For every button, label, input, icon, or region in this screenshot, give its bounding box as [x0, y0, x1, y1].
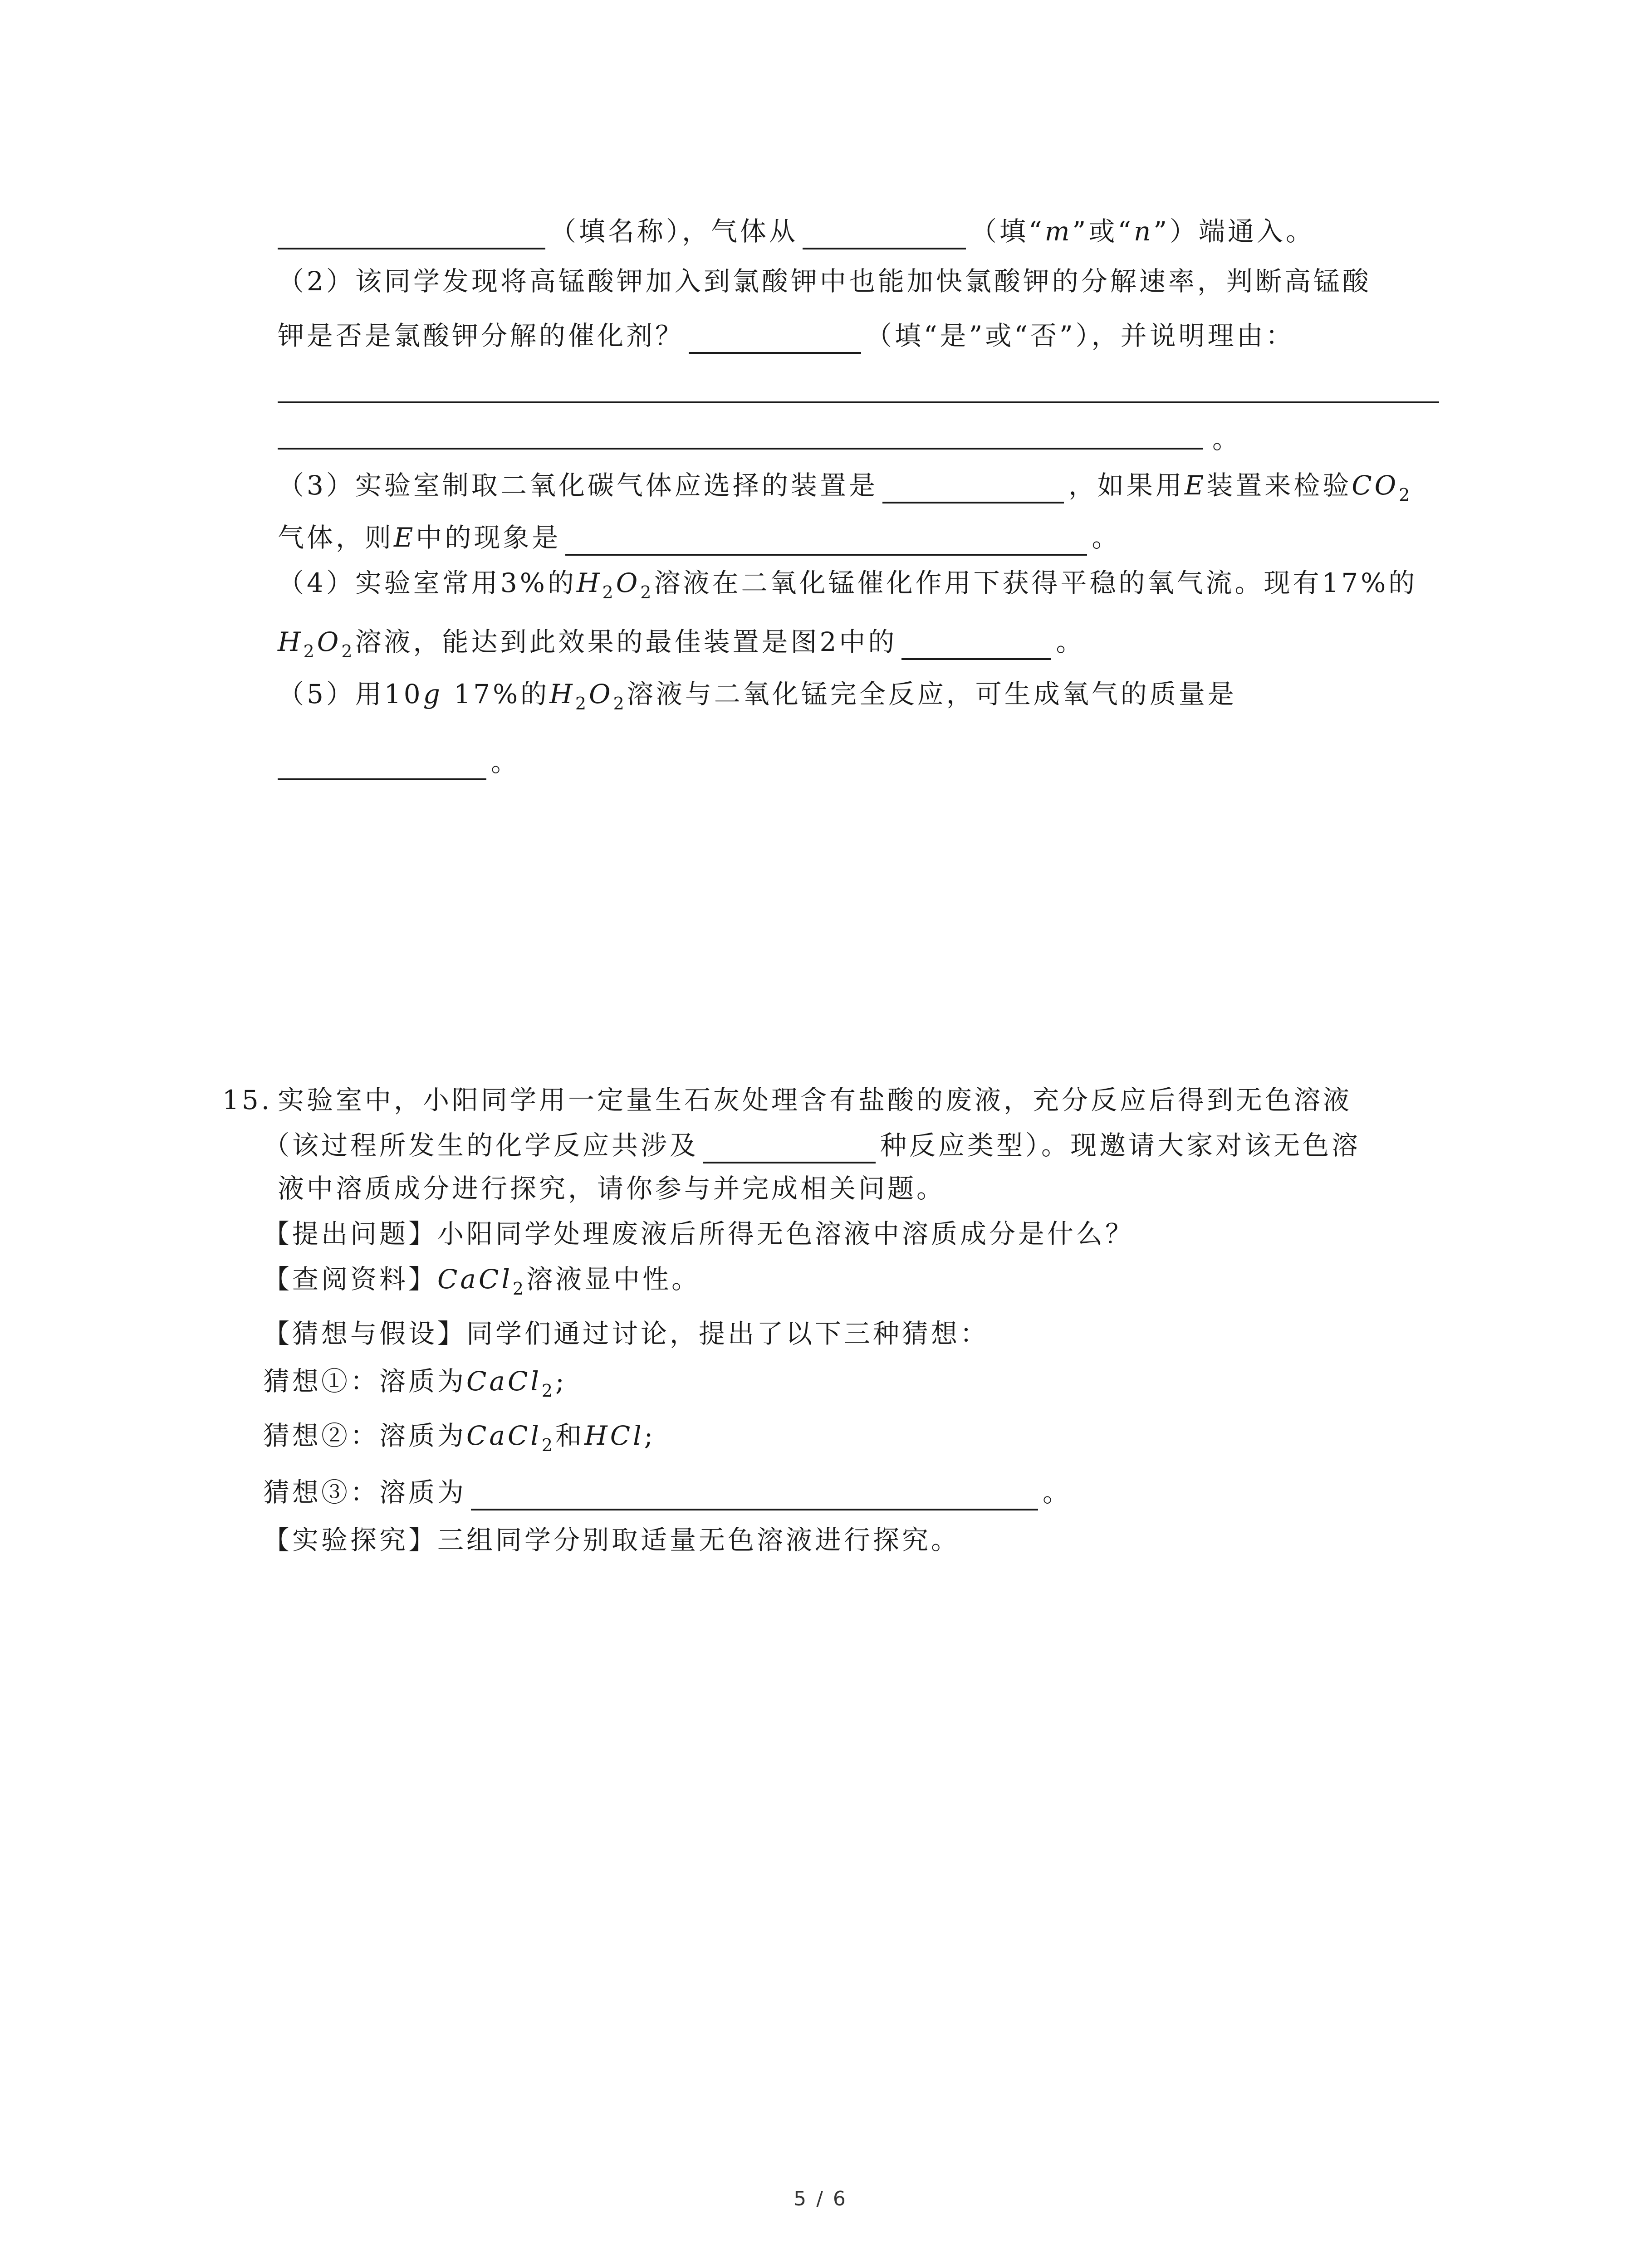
answer-blank[interactable]: [901, 631, 1051, 660]
answer-line[interactable]: [278, 401, 1439, 403]
q15-guess-1: 猜想①：溶质为CaCl$_2$;: [263, 1366, 567, 1401]
q14-part3-line-1: （3）实验室制取二氧化碳气体应选择的装置是 ，如果用E装置来检验$CO_2$: [278, 470, 1413, 505]
answer-blank[interactable]: [803, 220, 966, 249]
q14-part3-line-2: 气体，则E中的现象是 。: [278, 519, 1121, 556]
q14-part2-line-1: （2）该同学发现将高锰酸钾加入到氯酸钾中也能加快氯酸钾的分解速率，判断高锰酸: [278, 266, 1372, 297]
q15-number: 15.: [222, 1085, 273, 1115]
q14-part4-line-2: $H_2O_2$溶液，能达到此效果的最佳装置是图2中的 。: [278, 626, 1085, 661]
q15-line-2: （该过程所发生的化学反应共涉及 种反应类型）。现邀请大家对该无色溶: [263, 1127, 1361, 1163]
q14-line-1: （填名称），气体从 （填“m”或“n”）端通入。: [278, 213, 1315, 249]
q15-experiment: 【实验探究】三组同学分别取适量无色溶液进行探究。: [263, 1525, 960, 1555]
q14-part2-line-2: 钾是否是氯酸钾分解的催化剂？ （填“是”或“否”），并说明理由：: [278, 318, 1295, 354]
answer-blank[interactable]: [689, 325, 861, 354]
answer-blank[interactable]: [703, 1134, 876, 1163]
page-number: 5 / 6: [794, 2187, 847, 2210]
answer-blank[interactable]: [278, 751, 486, 780]
q14-part5-line-1: （5）用10g 17%的$H_2O_2$溶液与二氧化锰完全反应，可生成氧气的质量是: [278, 679, 1237, 714]
answer-blank[interactable]: [278, 220, 545, 249]
q15-reference: 【查阅资料】CaCl$_2$溶液显中性。: [263, 1264, 701, 1299]
q15-ask-question: 【提出问题】小阳同学处理废液后所得无色溶液中溶质成分是什么？: [263, 1218, 1135, 1249]
q14-part4-line-1: （4）实验室常用3%的$H_2O_2$溶液在二氧化锰催化作用下获得平稳的氧气流。现有17%的: [278, 567, 1418, 602]
answer-line[interactable]: [278, 448, 1203, 450]
answer-blank[interactable]: [471, 1481, 1038, 1510]
q15-guess-3: 猜想③：溶质为 。: [263, 1474, 1072, 1510]
q14-part2-end: 。: [1212, 424, 1242, 455]
q15-line-3: 液中溶质成分进行探究，请你参与并完成相关问题。: [278, 1173, 946, 1204]
answer-blank[interactable]: [882, 474, 1064, 503]
q15-hypothesis-intro: 【猜想与假设】同学们通过讨论，提出了以下三种猜想：: [263, 1318, 989, 1349]
q15-line-1: 实验室中，小阳同学用一定量生石灰处理含有盐酸的废液，充分反应后得到无色溶液: [278, 1085, 1352, 1115]
answer-blank[interactable]: [565, 527, 1087, 556]
q14-part5-line-2: 。: [278, 744, 520, 780]
q15-guess-2: 猜想②：溶质为CaCl$_2$和HCl;: [263, 1420, 656, 1455]
